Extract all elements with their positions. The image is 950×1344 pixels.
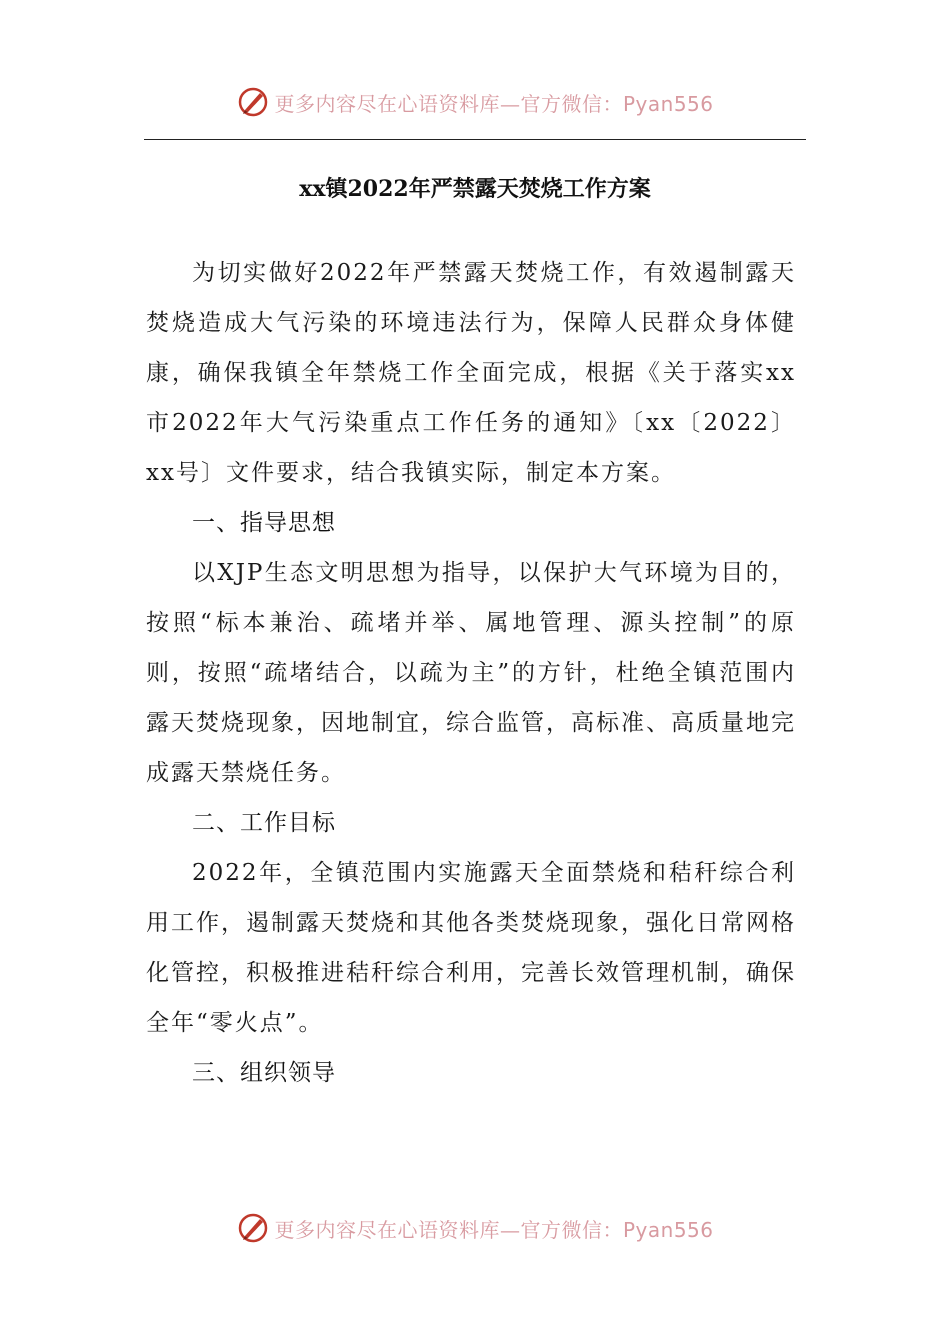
quill-pen-logo-icon — [236, 85, 270, 119]
document-body — [146, 248, 796, 1098]
section-heading-organization: 三、组织领导 — [192, 1060, 336, 1086]
banner-text: 更多内容尽在心语资料库—官方微信：Pyan556 — [274, 1217, 714, 1242]
footer-banner — [0, 1208, 950, 1248]
header-banner — [0, 82, 950, 122]
wechat-id: Pyan556 — [622, 91, 714, 116]
quill-pen-logo-icon — [236, 1211, 270, 1245]
wechat-id: Pyan556 — [622, 1217, 714, 1242]
banner-text: 更多内容尽在心语资料库—官方微信：Pyan556 — [274, 91, 714, 116]
header-rule — [144, 139, 806, 140]
document-title: xx镇2022年严禁露天焚烧工作方案 — [299, 176, 651, 202]
paragraph-intro: 为切实做好2022年严禁露天焚烧工作，有效遏制露天焚烧造成大气污染的环境违法行为，保障人民群众身体健康，确保我镇全年禁烧工作全面完成，根据《关于落实xx市2022年大气污染重点工作任务的通知》〔xx〔2022〕xx号〕文件要求，结合我镇实际，制定本方案。 — [146, 260, 796, 486]
paragraph-work-goals: 2022年，全镇范围内实施露天全面禁烧和秸秆综合利用工作，遏制露天焚烧和其他各类焚烧现象，强化日常网格化管控，积极推进秸秆综合利用，完善长效管理机制，确保全年“零火点”。 — [146, 860, 796, 1036]
section-heading-work-goals: 二、工作目标 — [192, 810, 336, 836]
section-heading-guiding-thought: 一、指导思想 — [192, 510, 336, 536]
paragraph-guiding-thought: 以XJP生态文明思想为指导，以保护大气环境为目的，按照“标本兼治、疏堵并举、属地管理、源头控制”的原则，按照“疏堵结合，以疏为主”的方针，杜绝全镇范围内露天焚烧现象，因地制宜，综合监管，高标准、高质量地完成露天禁烧任务。 — [146, 560, 796, 786]
